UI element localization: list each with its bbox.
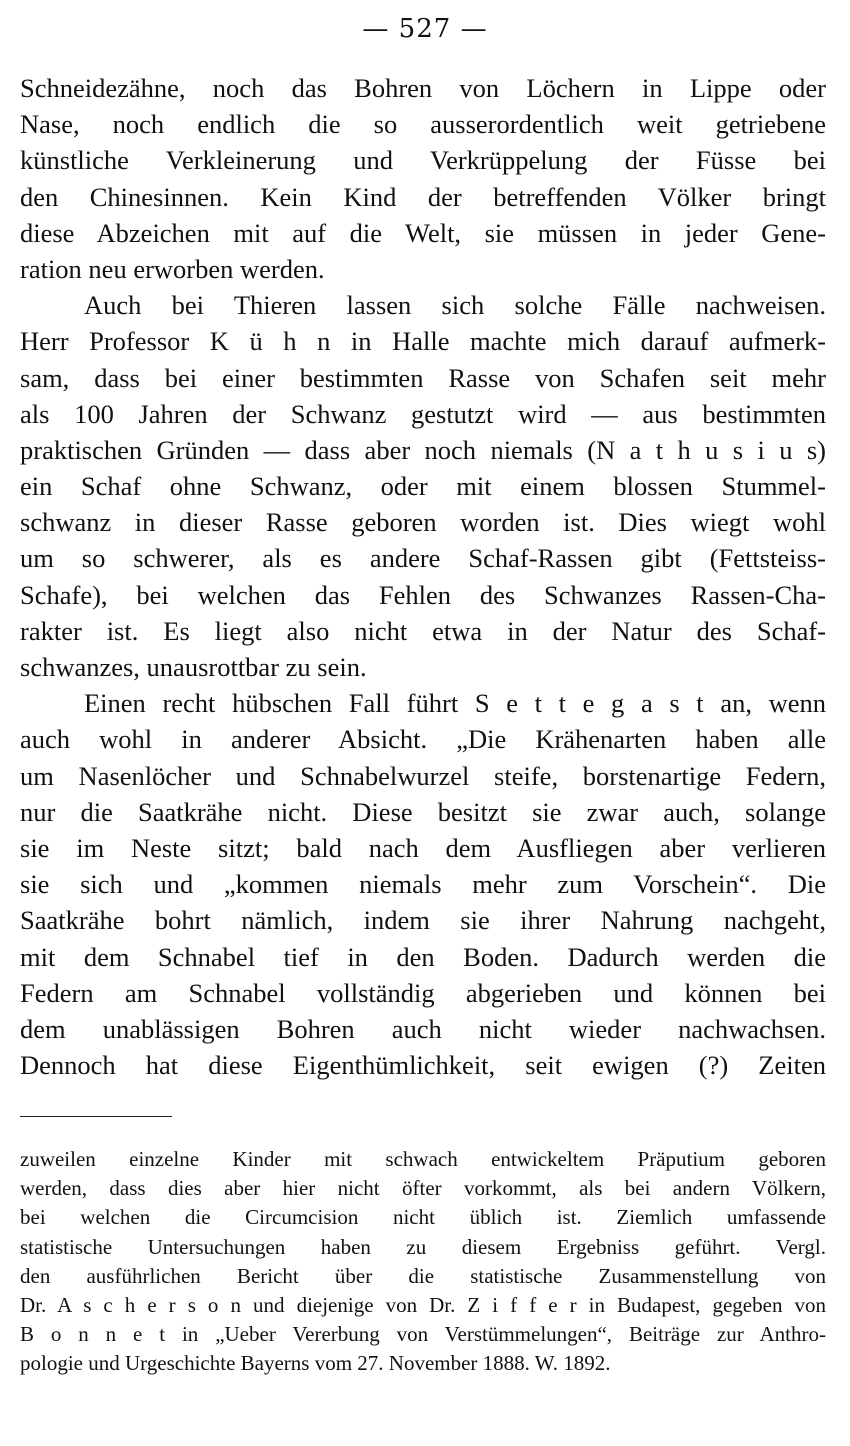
text-line: Saatkrähe bohrt nämlich, indem sie ihrer Nahrung nachgeht,: [20, 905, 826, 936]
footnote-line: den ausführlichen Bericht über die statistische Zusammenstellung von: [20, 1263, 826, 1288]
text-line: schwanz in dieser Rasse geboren worden ist. Dies wiegt wohl: [20, 507, 826, 538]
page-number: — 527 —: [362, 14, 488, 44]
text-line: ein Schaf ohne Schwanz, oder mit einem blossen Stummel-: [20, 471, 826, 502]
paragraph-start-line: Auch bei Thieren lassen sich solche Fälle nachweisen.: [84, 290, 826, 321]
text-line: auch wohl in anderer Absicht. „Die Krähenarten haben alle: [20, 724, 826, 755]
footnote-divider: [20, 1116, 172, 1117]
text-line: schwanzes, unausrottbar zu sein.: [20, 652, 367, 682]
text-line: sie sich und „kommen niemals mehr zum Vorschein“. Die: [20, 869, 826, 900]
text-line: sam, dass bei einer bestimmten Rasse von Schafen seit mehr: [20, 362, 826, 393]
text-line: dem unablässigen Bohren auch nicht wieder nachwachsen.: [20, 1013, 826, 1044]
text-line: den Chinesinnen. Kein Kind der betreffenden Völker bringt: [20, 181, 826, 212]
footnote-line: pologie und Urgeschichte Bayerns vom 27. November 1888. W. 1892.: [20, 1351, 611, 1376]
text-line: Herr Professor K ü h n in Halle machte mich darauf aufmerk-: [20, 326, 826, 357]
footnote-block: [20, 1145, 826, 1379]
footnote-line: statistische Untersuchungen haben zu diesem Ergebniss geführt. Vergl.: [20, 1234, 826, 1259]
paragraph-start-line: Einen recht hübschen Fall führt S e t t e g a s t an, wenn: [84, 688, 826, 719]
text-line: mit dem Schnabel tief in den Boden. Dadurch werden die: [20, 941, 826, 972]
footnote-line: bei welchen die Circumcision nicht üblich ist. Ziemlich umfassende: [20, 1205, 826, 1230]
text-line: um so schwerer, als es andere Schaf-Rassen gibt (Fettsteiss-: [20, 543, 826, 574]
text-line: nur die Saatkrähe nicht. Diese besitzt sie zwar auch, solange: [20, 796, 826, 827]
text-line: als 100 Jahren der Schwanz gestutzt wird — aus bestimmten: [20, 398, 826, 429]
footnote-line: B o n n e t in „Ueber Vererbung von Verstümmelungen“, Beiträge zur Anthro-: [20, 1322, 826, 1347]
main-text: [20, 70, 826, 1083]
text-line: Nase, noch endlich die so ausserordentlich weit getriebene: [20, 109, 826, 140]
text-line: Schafe), bei welchen das Fehlen des Schwanzes Rassen-Cha-: [20, 579, 826, 610]
footnote-line: werden, dass dies aber hier nicht öfter vorkommt, als bei andern Völkern,: [20, 1176, 826, 1201]
text-line: Federn am Schnabel vollständig abgerieben und können bei: [20, 977, 826, 1008]
text-line: Schneidezähne, noch das Bohren von Löchern in Lippe oder: [20, 73, 826, 103]
text-line: Dennoch hat diese Eigenthümlichkeit, seit ewigen (?) Zeiten: [20, 1050, 826, 1081]
footnote-line: Dr. A s c h e r s o n und diejenige von Dr. Z i f f e r in Budapest, gegeben von: [20, 1292, 826, 1317]
text-line: um Nasenlöcher und Schnabelwurzel steife, borstenartige Federn,: [20, 760, 826, 791]
footnote-line: zuweilen einzelne Kinder mit schwach entwickeltem Präputium geboren: [20, 1147, 826, 1171]
text-line: praktischen Gründen — dass aber noch niemals (N a t h u s i u s): [20, 434, 826, 465]
text-line: künstliche Verkleinerung und Verkrüppelung der Füsse bei: [20, 145, 826, 176]
text-line: ration neu erworben werden.: [20, 253, 325, 284]
text-line: rakter ist. Es liegt also nicht etwa in der Natur des Schaf-: [20, 615, 826, 646]
text-line: diese Abzeichen mit auf die Welt, sie müssen in jeder Gene-: [20, 217, 826, 248]
text-line: sie im Neste sitzt; bald nach dem Ausfliegen aber verlieren: [20, 832, 826, 863]
